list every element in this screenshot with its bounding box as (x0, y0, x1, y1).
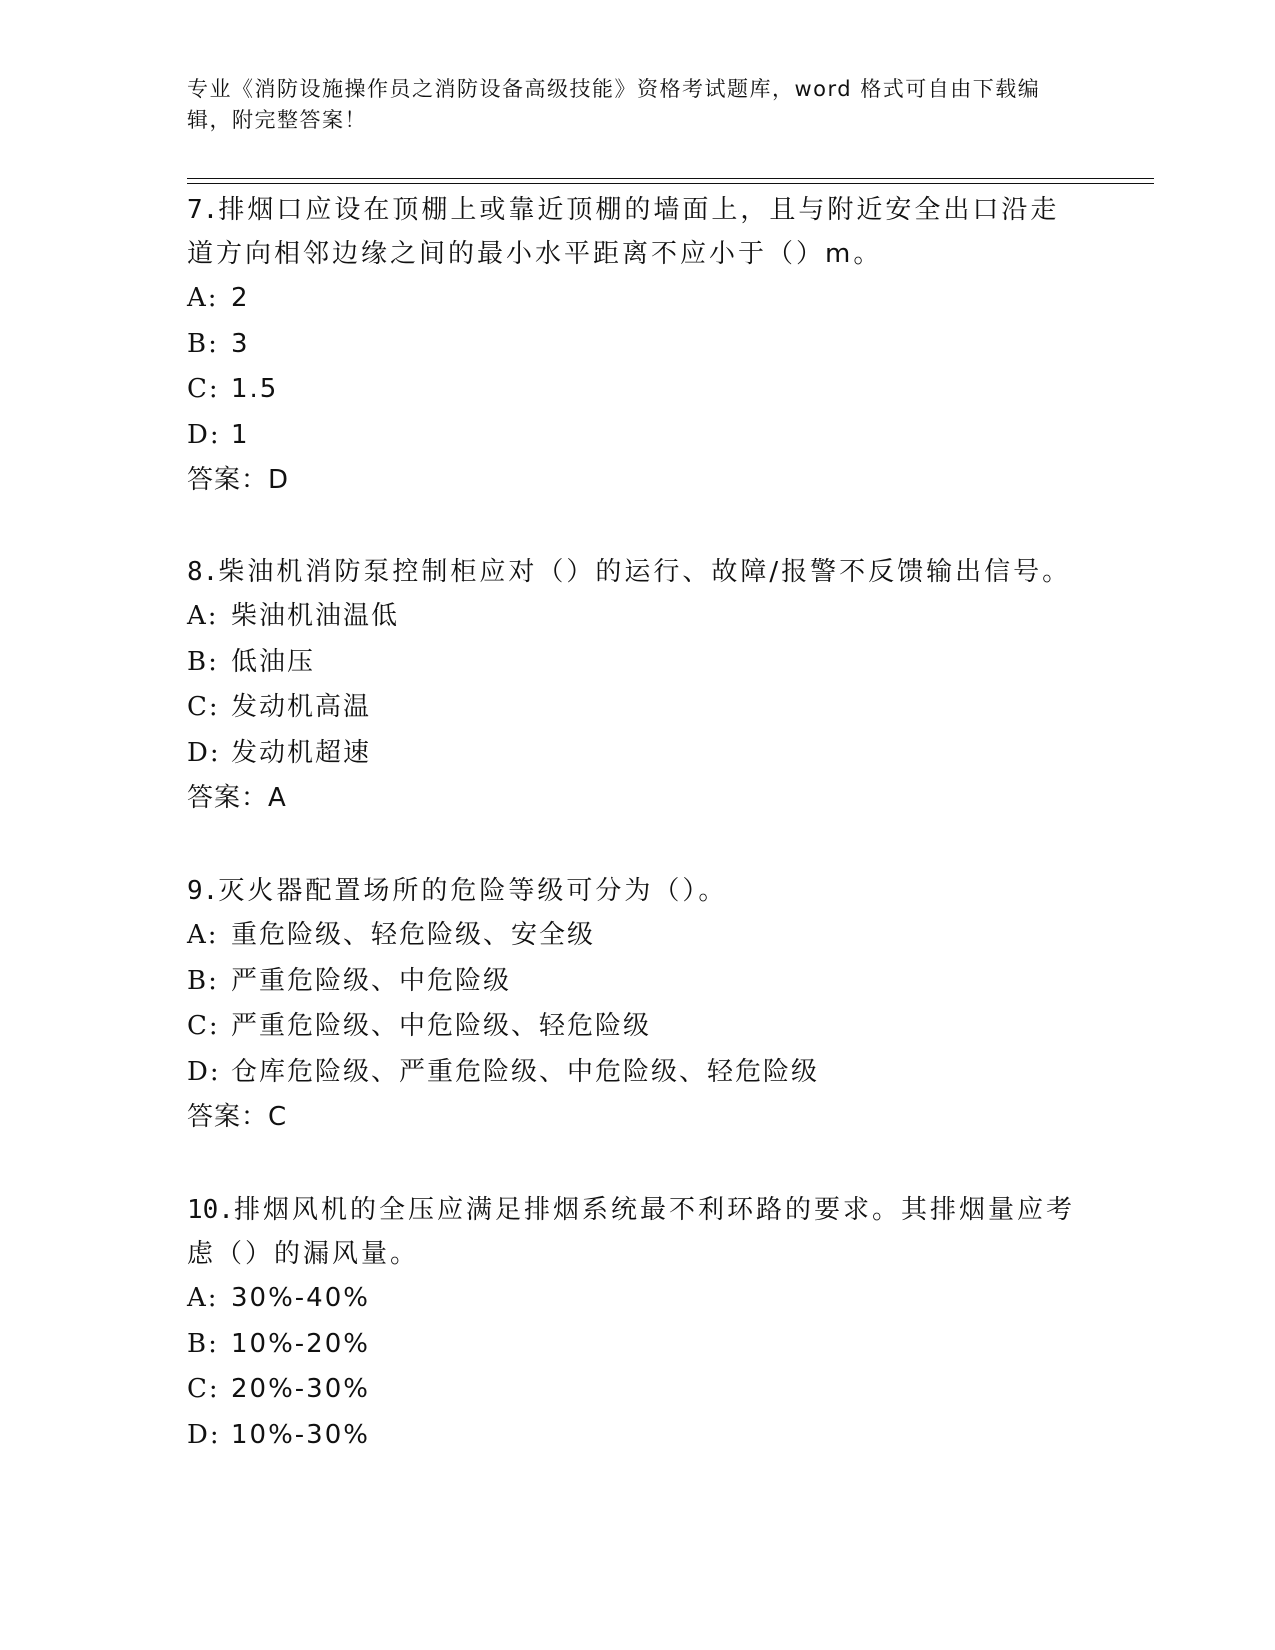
option-key: C: (187, 1374, 220, 1404)
option-c (187, 367, 1087, 413)
question-stem-line (187, 869, 1087, 913)
option-text: 低油压 (231, 646, 316, 677)
option-text: 10%-30% (231, 1419, 370, 1450)
option-text: 严重危险级、中危险级 (231, 965, 512, 996)
option-a (187, 913, 1087, 959)
option-key: D: (187, 737, 221, 768)
option-key: C: (187, 1011, 220, 1041)
question-9 (187, 869, 1087, 1139)
option-key: B: (187, 965, 219, 996)
option-key: B: (187, 1328, 219, 1359)
answer-line: 答案：A (187, 783, 287, 813)
document-header: 专业《消防设施操作员之消防设备高级技能》资格考试题库，word 格式可自由下载编辑，附完整答案！ (187, 77, 1041, 132)
option-text: 30%-40% (231, 1283, 370, 1313)
option-a (187, 276, 1087, 322)
option-text: 1.5 (231, 374, 279, 404)
option-text: 仓库危险级、严重危险级、中危险级、轻危险级 (231, 1056, 820, 1087)
option-key: A: (187, 920, 219, 950)
option-text: 发动机超速 (231, 737, 372, 768)
option-key: A: (187, 601, 219, 631)
option-c (187, 685, 1087, 731)
question-text: 灭火器配置场所的危险等级可分为（）。 (218, 876, 728, 906)
option-text: 1 (231, 419, 250, 450)
option-a (187, 594, 1087, 640)
option-text: 柴油机油温低 (231, 601, 400, 631)
question-text: 排烟风机的全压应满足排烟系统最不利环路的要求。其排烟量应考 (233, 1195, 1075, 1225)
option-b (187, 640, 1087, 686)
question-7 (187, 188, 1087, 502)
question-number: 7. (187, 195, 219, 225)
option-b (187, 322, 1087, 368)
option-key: C: (187, 692, 220, 722)
option-key: B: (187, 328, 219, 359)
option-d (187, 731, 1087, 777)
question-text: 排烟口应设在顶棚上或靠近顶棚的墙面上，且与附近安全出口沿走 (218, 195, 1060, 225)
option-text: 重危险级、轻危险级、安全级 (231, 920, 596, 950)
option-d (187, 1413, 1087, 1459)
option-d (187, 413, 1087, 459)
question-number: 10. (187, 1195, 234, 1225)
option-text: 3 (231, 328, 250, 359)
question-stem-line (187, 550, 1087, 594)
question-stem-line: 道方向相邻边缘之间的最小水平距离不应小于（）m。 (187, 239, 883, 269)
option-key: A: (187, 283, 219, 313)
option-a (187, 1276, 1087, 1322)
header-divider-bottom (187, 183, 1154, 184)
option-key: D: (187, 1419, 221, 1450)
option-text: 发动机高温 (231, 692, 372, 722)
option-key: B: (187, 646, 219, 677)
option-d (187, 1050, 1087, 1096)
question-number: 8. (187, 557, 219, 587)
question-text: 柴油机消防泵控制柜应对（）的运行、故障/报警不反馈输出信号。 (218, 557, 1072, 587)
question-8 (187, 550, 1087, 820)
option-c (187, 1004, 1087, 1050)
option-key: D: (187, 1056, 221, 1087)
option-key: A: (187, 1283, 219, 1313)
answer-line: 答案：C (187, 1102, 288, 1132)
question-stem-line (187, 1188, 1087, 1232)
option-b (187, 959, 1087, 1005)
option-text: 严重危险级、中危险级、轻危险级 (231, 1011, 652, 1041)
question-number: 9. (187, 876, 219, 906)
option-key: D: (187, 419, 221, 450)
option-b (187, 1322, 1087, 1368)
option-c (187, 1367, 1087, 1413)
question-10 (187, 1188, 1087, 1458)
option-key: C: (187, 374, 220, 404)
question-stem-line (187, 188, 1087, 232)
option-text: 10%-20% (231, 1328, 370, 1359)
header-divider-top (187, 178, 1154, 179)
question-stem-line: 虑（）的漏风量。 (187, 1239, 420, 1269)
answer-line: 答案：D (187, 465, 290, 495)
option-text: 20%-30% (231, 1374, 370, 1404)
option-text: 2 (231, 283, 250, 313)
